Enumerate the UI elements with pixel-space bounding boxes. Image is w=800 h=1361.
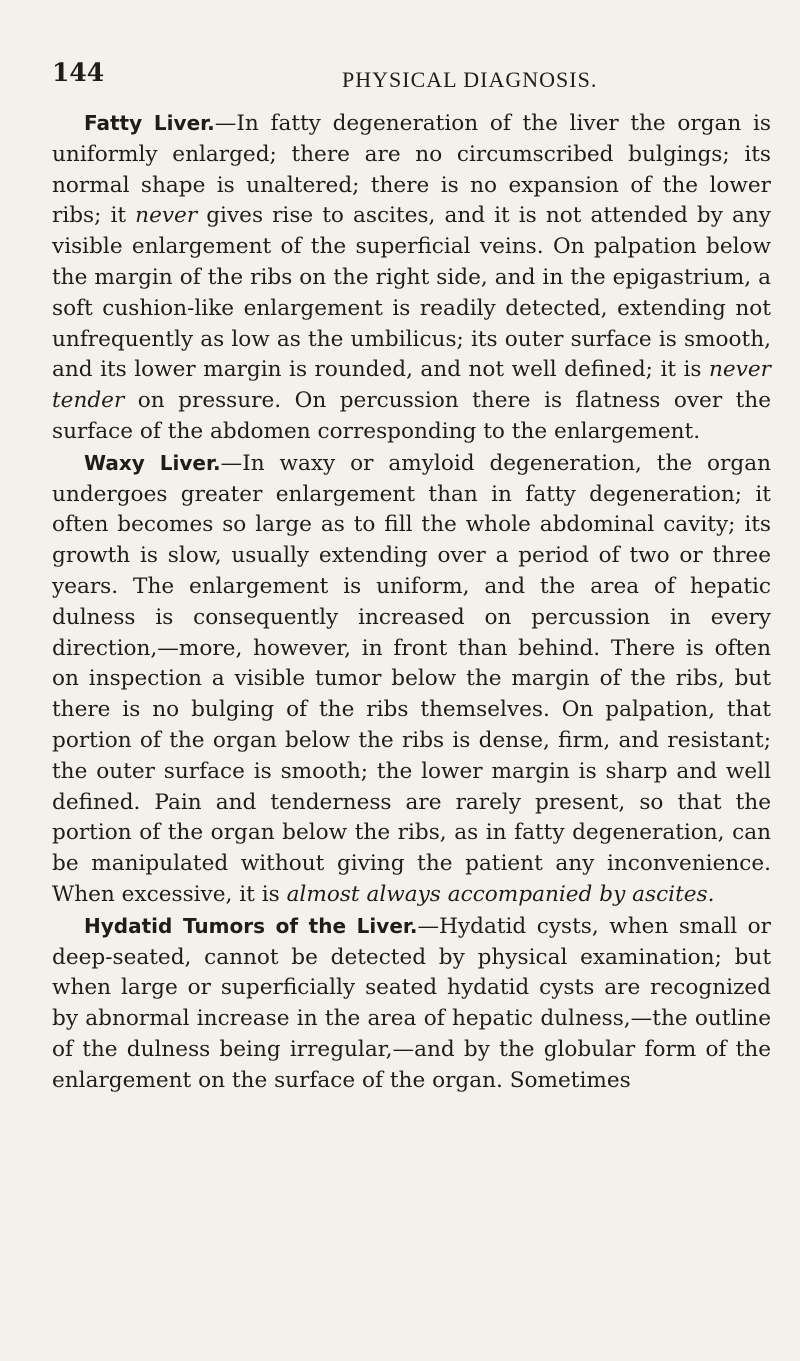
emphasis-text: almost always accompanied by ascites. — [286, 881, 715, 907]
running-head — [52, 58, 772, 98]
paragraph-fatty-liver — [52, 108, 771, 448]
running-title: PHYSICAL DIAGNOSIS. — [342, 67, 598, 92]
paragraph-waxy-liver — [52, 448, 771, 911]
paragraph-text: on pressure. On percussion there is flatness over the surface of the abdomen corresponding to the enlargement. — [52, 388, 771, 444]
paragraph-text: —In waxy or amyloid degeneration, the organ undergoes greater enlargement than in fatty degeneration; it often becomes so large as to fill the whole abdominal cavity; its growth is slow, usually extending over a period of two or three years. The enlargement is uniform, and the area of hepatic dulness is consequently increased on percussion in every direction,—more, however, in front than behind. There is often on inspection a visible tumor below the margin of the ribs, but there is no bulging of the ribs themselves. On palpation, that portion of the organ below the ribs is dense, firm, and resistant; the outer surface is smooth; the lower margin is sharp and well defined. Pain and tenderness are rarely present, so that the portion of the organ below the ribs, as in fatty degeneration, can be manipulated without giving the patient any inconvenience. When excessive, it is — [52, 450, 771, 907]
section-heading-waxy-liver: Waxy Liver. — [84, 450, 221, 475]
emphasis-text: never tender — [52, 357, 771, 414]
paragraph-text: —In fatty degeneration of the liver the organ is uniformly enlarged; there are no circumscribed bulgings; its normal shape is unaltered; there is no expansion of the lower ribs; it — [52, 111, 771, 229]
section-heading-hydatid-tumors: Hydatid Tumors of the Liver. — [84, 913, 418, 938]
section-heading-fatty-liver: Fatty Liver. — [84, 111, 215, 135]
emphasis-text: never — [135, 203, 198, 229]
body-text — [52, 108, 771, 1097]
paragraph-text: gives rise to ascites, and it is not attended by any visible enlargement of the superficial veins. On palpation below the margin of the ribs on the right side, and in the epigastrium, a soft cushion-like enlargement is readily detected, extending not unfrequently as low as the umbilicus; its outer surface is smooth, and its lower margin is rounded, and not well defined; it is — [52, 203, 771, 383]
paragraph-text: —Hydatid cysts, when small or deep-seated, cannot be detected by physical examination; but when large or superficially seated hydatid cysts are recognized by abnormal increase in the area of hepatic dulness,—the outline of the dulness being irregular,—and by the globular form of the enlargement on the surface of the organ. Sometimes — [52, 913, 771, 1093]
paragraph-hydatid-tumors — [52, 911, 771, 1097]
page-number: 144 — [52, 58, 105, 87]
